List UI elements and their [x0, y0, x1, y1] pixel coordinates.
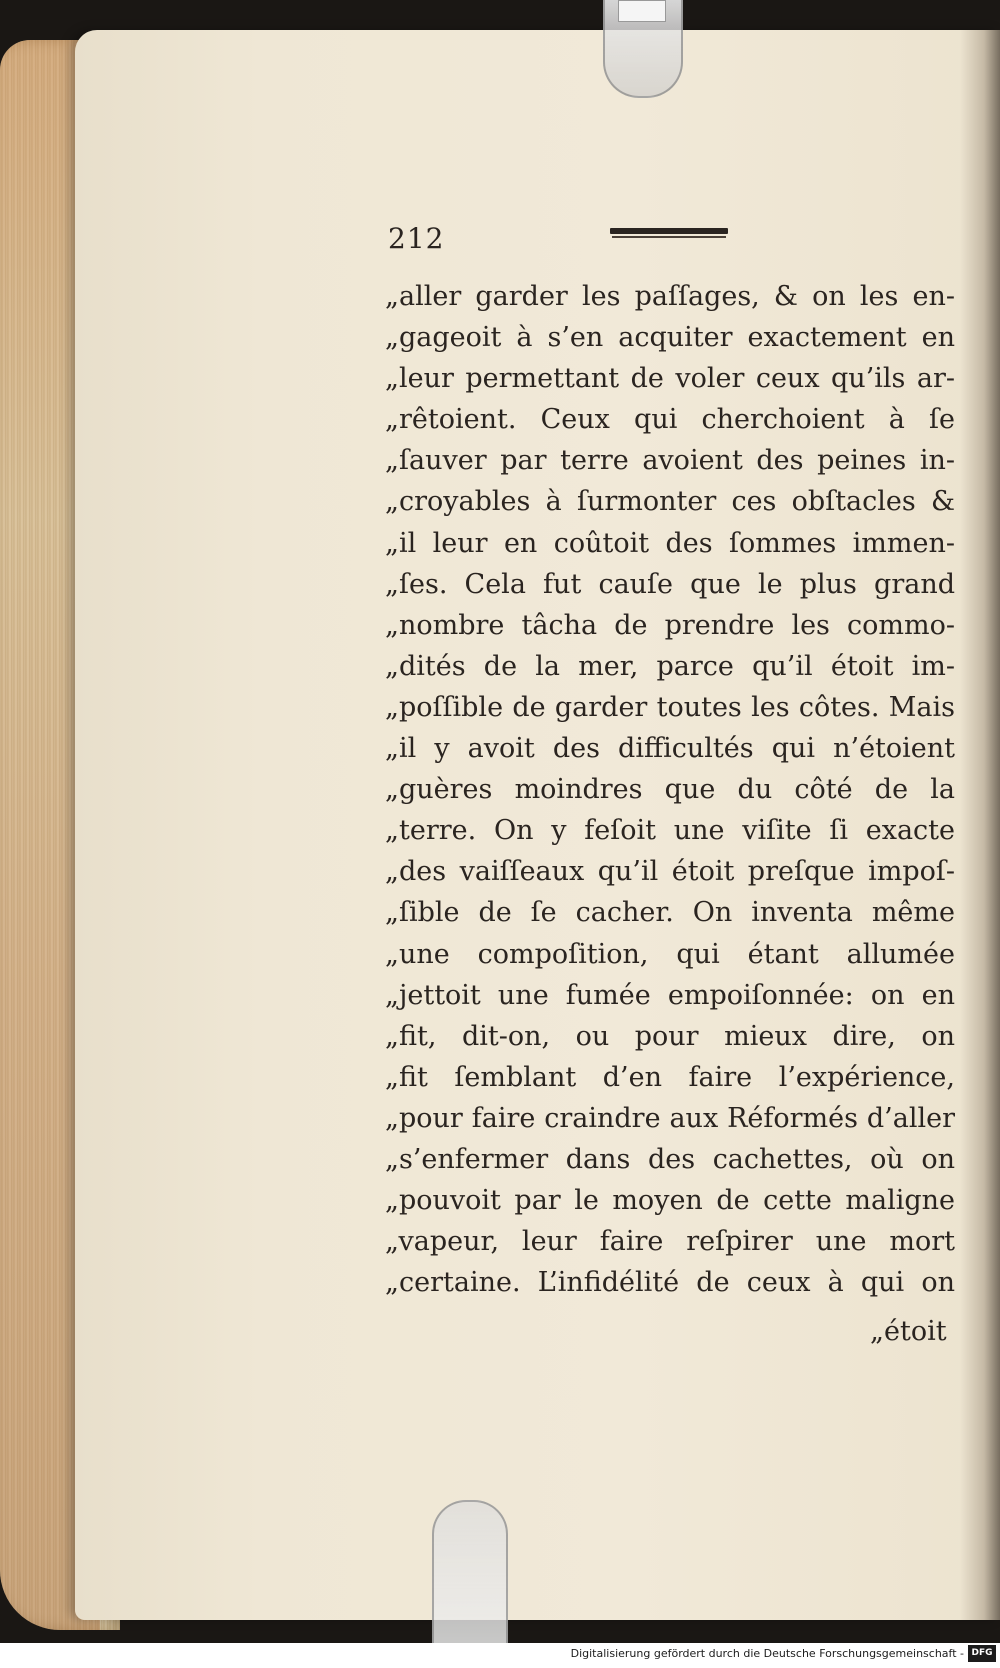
text-line: „gageoit à s’en acquiter exactement en [385, 322, 955, 354]
body-text [385, 276, 955, 1303]
text-line: „ſes. Cela fut cauſe que le plus grand [385, 568, 955, 600]
text-line: „fit, dit-on, ou pour mieux dire, on [385, 1020, 955, 1052]
text-line: „pour faire craindre aux Réformés d’aller [385, 1102, 955, 1134]
text-line: „croyables à ſurmonter ces obſtacles & [385, 486, 955, 518]
text-line: „ſauver par terre avoient des peines in- [385, 445, 955, 477]
text-line: „des vaiſſeaux qu’il étoit preſque impoſ- [385, 856, 955, 888]
text-line: „s’enfermer dans des cachettes, où on [385, 1143, 955, 1175]
top-clip-tab [618, 0, 666, 22]
text-line: „terre. On y feſoit une viſite ſi exacte [385, 815, 955, 847]
page-number: 212 [388, 222, 445, 255]
text-line: „dités de la mer, parce qu’il étoit im- [385, 650, 955, 682]
text-line: „jettoit une fumée empoiſonnée: on en [385, 979, 955, 1011]
text-line: „ſible de ſe cacher. On inventa même [385, 897, 955, 929]
page-gutter-shadow [960, 30, 1000, 1620]
text-line: „certaine. L’infidélité de ceux à qui on [385, 1267, 955, 1299]
text-line: „fit ſemblant d’en faire l’expérience, [385, 1061, 955, 1093]
text-line: „il y avoit des difficultés qui n’étoient [385, 733, 955, 765]
text-line: „une compoſition, qui étant allumée [385, 938, 955, 970]
text-line: „aller garder les paſſages, & on les en- [385, 281, 955, 312]
text-line: „rêtoient. Ceux qui cherchoient à ſe [385, 404, 955, 436]
digitization-credit: Digitalisierung gefördert durch die Deutsche Forschungsgemeinschaft - [570, 1647, 964, 1660]
text-line: „nombre tâcha de prendre les commo- [385, 609, 955, 641]
dfg-logo-icon: DFG [968, 1645, 996, 1662]
header-rule-thin [612, 236, 726, 238]
catchword: „étoit [870, 1316, 947, 1347]
text-line: „il leur en coûtoit des ſommes immen- [385, 527, 955, 559]
header-rule [610, 228, 728, 234]
text-line: „pouvoit par le moyen de cette maligne [385, 1185, 955, 1217]
text-line: „poſſible de garder toutes les côtes. Mais [385, 691, 955, 723]
text-line: „leur permettant de voler ceux qu’ils ar- [385, 363, 955, 395]
text-line: „vapeur, leur faire reſpirer une mort [385, 1226, 955, 1258]
text-line: „guères moindres que du côté de la [385, 774, 955, 806]
